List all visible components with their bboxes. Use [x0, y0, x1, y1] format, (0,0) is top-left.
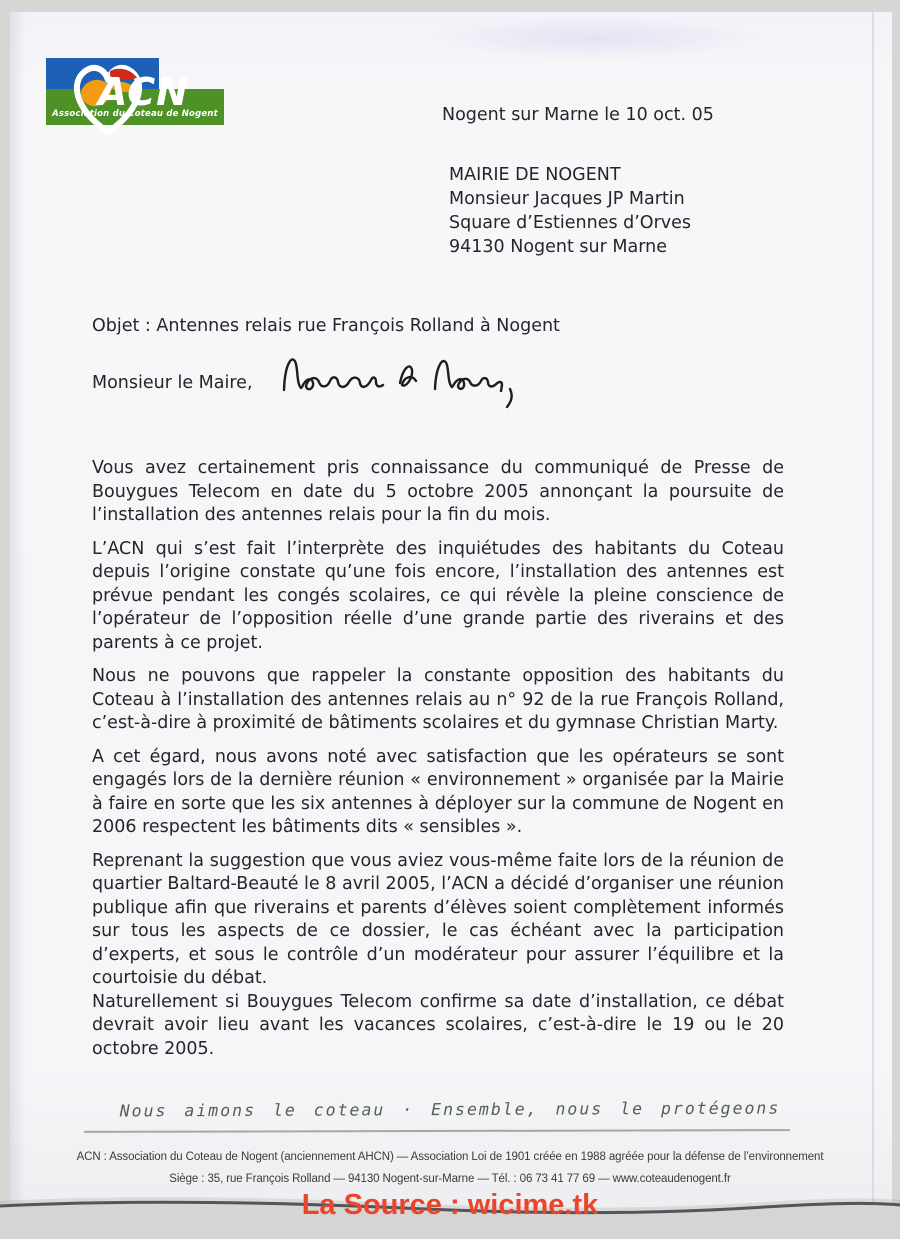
letter-body: [92, 457, 784, 1061]
recipient-line-1: MAIRIE DE NOGENT: [449, 165, 621, 185]
paragraph: Reprenant la suggestion que vous aviez vous-même faite lors de la réunion de quartier Baltard-Beauté le 8 avril 2005, l’ACN a décidé d’organiser une réunion publique afin que riverains et parents d’élèves soient complètement informés sur tous les aspects de ce dossier, le cas échéant avec la participation d’experts, et sous le contrôle d’un modérateur pour assurer l’équilibre et la courtoisie du débat.: [92, 850, 784, 988]
whiteout-smudge: [425, 16, 765, 60]
logo-tagline: Association du Coteau de Nogent: [52, 109, 218, 119]
footer-line-2: Siège : 35, rue François Rolland — 94130 Nogent-sur-Marne — Tél. : 06 73 41 77 69 — www.coteaudenogent.fr: [169, 1173, 731, 1185]
recipient-line-4: 94130 Nogent sur Marne: [449, 237, 667, 257]
source-watermark: La Source : wicime.tk: [301, 1189, 599, 1221]
salutation: Monsieur le Maire,: [92, 373, 253, 393]
paragraph: A cet égard, nous avons noté avec satisfaction que les opérateurs se sont engagés lors de la dernière réunion « environnement » organisée par la Mairie à faire en sorte que les six antennes à déployer sur la commune de Nogent en 2006 respectent les bâtiments dits « sensibles ».: [92, 746, 784, 837]
handwritten-salutation: [272, 336, 567, 414]
paragraph: Vous avez certainement pris connaissance du communiqué de Presse de Bouygues Telecom en date du 5 octobre 2005 annonçant la poursuite de l’installation des antennes relais pour la fin du mois.: [92, 458, 784, 525]
paper-crease: [872, 12, 874, 1207]
handwritten-slogan: Nous aimons le coteau · Ensemble, nous le protégeons: [119, 1098, 781, 1121]
paragraph: Nous ne pouvons que rappeler la constante opposition des habitants du Coteau à l’installation des antennes relais au n° 92 de la rue François Rolland, c’est-à-dire à proximité de bâtiments scolaires et du gymnase Christian Marty.: [92, 666, 784, 733]
recipient-line-3: Square d’Estiennes d’Orves: [449, 213, 692, 233]
logo-acronym: ACN: [98, 70, 189, 114]
footer-line-1: ACN : Association du Coteau de Nogent (anciennement AHCN) — Association Loi de 1901 créée en 1988 agréée pour la défense de l’environnement: [76, 1151, 824, 1163]
paragraph: L’ACN qui s’est fait l’interprète des inquiétudes des habitants du Coteau depuis l’origine constate qu’une fois encore, l’installation des antennes est prévue pendant les congés scolaires, ce qui révèle la pleine conscience de l’opérateur de l’opposition réelle d’une grande partie des riverains et des parents à ce projet.: [92, 538, 784, 653]
letterhead-footer: [40, 1146, 860, 1190]
paper-left-shadow: [10, 12, 26, 1214]
dateline: Nogent sur Marne le 10 oct. 05: [442, 105, 714, 125]
subject-line: Objet : Antennes relais rue François Rolland à Nogent: [92, 316, 560, 336]
recipient-address: [449, 163, 691, 259]
recipient-line-2: Monsieur Jacques JP Martin: [449, 189, 685, 209]
paragraph: Naturellement si Bouygues Telecom confirme sa date d’installation, ce débat devrait avoir lieu avant les vacances scolaires, c’est-à-dire le 19 ou le 20 octobre 2005.: [92, 991, 784, 1059]
acn-logo: [46, 56, 228, 138]
